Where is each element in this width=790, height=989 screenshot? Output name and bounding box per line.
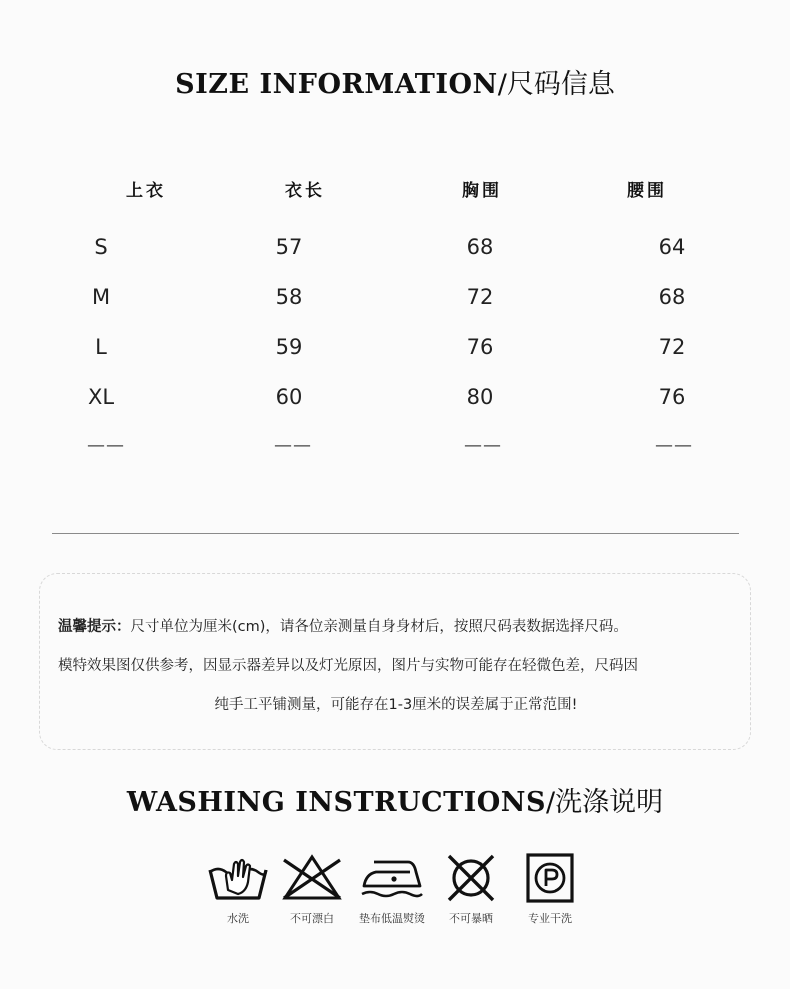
no-bleach-label: 不可漂白: [290, 912, 334, 925]
table-cell-length: 57: [275, 235, 303, 259]
table-cell-size: M: [91, 285, 111, 309]
dry-clean-label: 专业干洗: [528, 912, 572, 925]
hand-wash-label: 水洗: [227, 912, 249, 925]
iron-low-label: 垫布低温熨烫: [359, 912, 425, 925]
wash-title-en: WASHING INSTRUCTIONS: [126, 787, 546, 818]
care-item-dry-clean: [505, 852, 595, 926]
table-cell-size: L: [95, 335, 107, 359]
table-cell-chest: 80: [466, 385, 494, 409]
table-cell-dash: ——: [274, 435, 312, 456]
do-not-bleach-icon: [280, 852, 344, 904]
do-not-tumble-dry-icon: [439, 852, 503, 904]
column-header-chest: 胸围: [462, 181, 502, 201]
table-cell-dash: ——: [464, 435, 502, 456]
dry-clean-p-icon: [518, 852, 582, 904]
iron-low-with-cloth-icon: [360, 852, 424, 904]
table-cell-size: S: [94, 235, 108, 259]
table-cell-waist: 64: [658, 235, 686, 259]
table-cell-chest: 68: [466, 235, 494, 259]
table-cell-waist: 68: [658, 285, 686, 309]
care-item-no-sun: [426, 852, 516, 926]
care-item-no-bleach: [267, 852, 357, 926]
notice-text-1: 尺寸单位为厘米(cm)，请各位亲测量自身身材后，按照尺码表数据选择尺码。: [130, 619, 628, 635]
care-item-iron-low: [347, 852, 437, 926]
notice-line-3: 纯手工平铺测量，可能存在1-3厘米的误差属于正常范围!: [214, 697, 578, 713]
size-table: [0, 0, 790, 470]
size-title-cn: /尺码信息: [497, 69, 615, 100]
column-header-waist: 腰围: [627, 181, 667, 201]
table-cell-length: 58: [275, 285, 303, 309]
table-cell-chest: 72: [466, 285, 494, 309]
table-cell-dash: ——: [655, 435, 693, 456]
size-title-en: SIZE INFORMATION: [175, 69, 498, 100]
hand-wash-icon: [206, 852, 270, 904]
wash-title-cn: /洗涤说明: [546, 787, 664, 818]
section-divider: [52, 533, 739, 534]
table-cell-length: 59: [275, 335, 303, 359]
table-cell-waist: 72: [658, 335, 686, 359]
notice-box: [39, 573, 751, 750]
notice-line-1: [58, 615, 628, 636]
column-header-length: 衣长: [285, 181, 325, 201]
washing-instructions-title: [0, 780, 790, 819]
table-cell-waist: 76: [658, 385, 686, 409]
no-sun-label: 不可暴晒: [449, 912, 493, 925]
column-header-top: 上衣: [126, 181, 166, 201]
notice-line-2: 模特效果图仅供参考，因显示器差异以及灯光原因，图片与实物可能存在轻微色差，尺码因: [58, 658, 638, 674]
table-cell-length: 60: [275, 385, 303, 409]
notice-lead: 温馨提示：: [58, 619, 131, 635]
table-cell-dash: ——: [87, 435, 125, 456]
table-cell-chest: 76: [466, 335, 494, 359]
table-cell-size: XL: [87, 385, 115, 409]
